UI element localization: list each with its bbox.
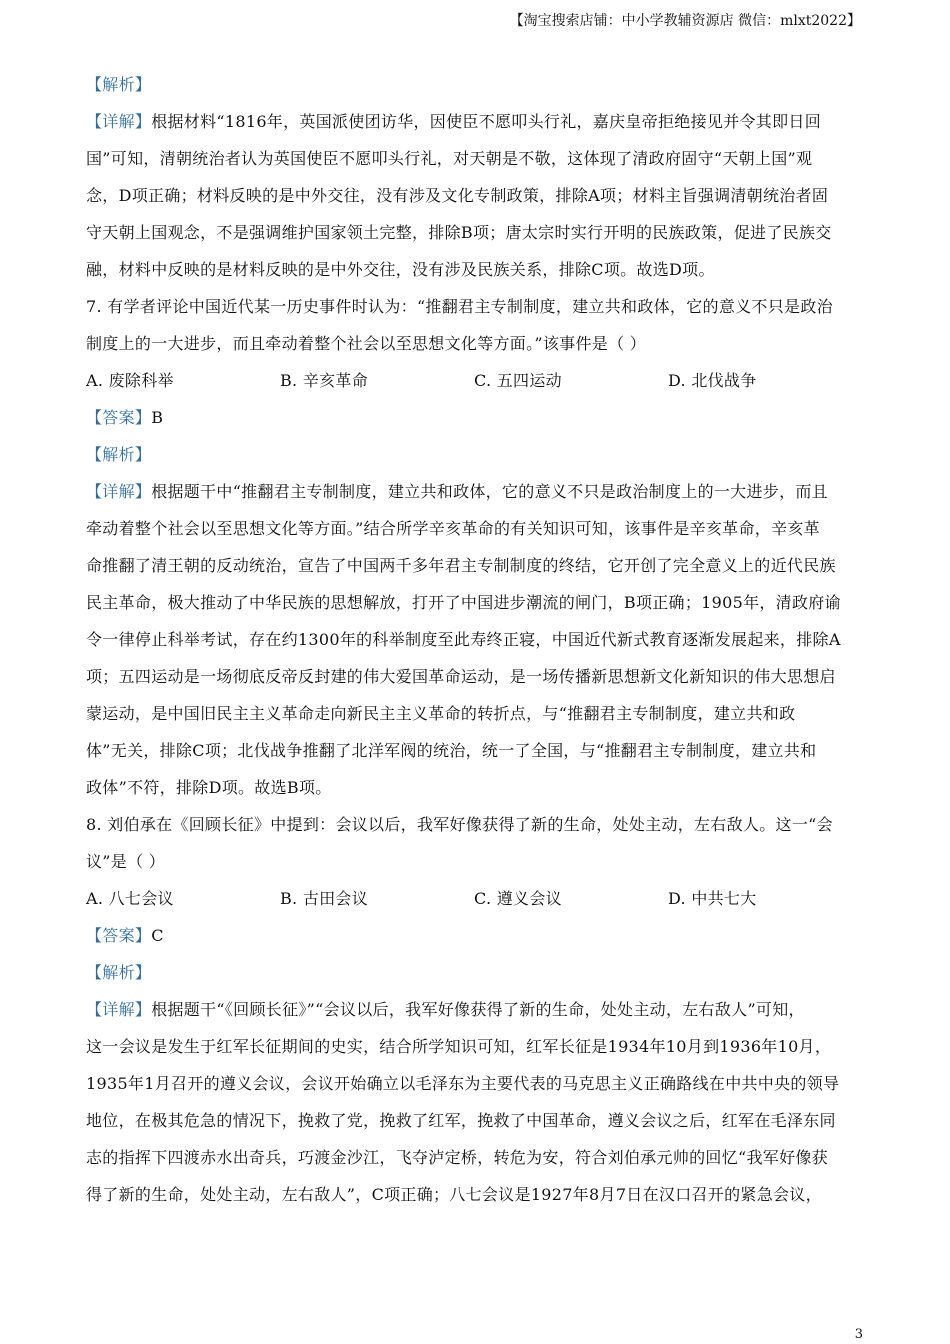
q7-detail-line: 令一律停止科举考试，存在约1300年的科举制度至此寿终正寝，中国近代新式教育逐渐发展起来，排除A xyxy=(86,630,841,649)
q7-detail-line: 蒙运动，是中国旧民主主义革命走向新民主主义革命的转折点，与“推翻君主专制制度，建立共和政 xyxy=(86,704,796,723)
q7-option-c: C. 五四运动 xyxy=(474,371,562,390)
q7-detail-tag: 【详解】 xyxy=(86,482,152,501)
q8-analysis-heading: 【解析】 xyxy=(86,963,152,982)
page-number: 3 xyxy=(854,1327,863,1342)
q6-detail-line: 念，D项正确；材料反映的是中外交往，没有涉及文化专制政策，排除A项；材料主旨强调清朝统治者固 xyxy=(86,186,829,205)
q6-detail-tag: 【详解】 xyxy=(86,112,152,131)
q7-answer: 【答案】B xyxy=(86,408,164,427)
q7-detail-line: 牵动着整个社会以至思想文化等方面。”结合所学辛亥革命的有关知识可知，该事件是辛亥革命，辛亥革 xyxy=(86,519,820,538)
q8-answer: 【答案】C xyxy=(86,926,164,945)
q8-detail-line: 1935年1月召开的遵义会议，会议开始确立以毛泽东为主要代表的马克思主义正确路线在中共中央的领导 xyxy=(86,1074,840,1093)
q8-detail-line: 得了新的生命，处处主动，左右敌人”，C项正确；八七会议是1927年8月7日在汉口召开的紧急会议， xyxy=(86,1185,822,1204)
q7-option-d: D. 北伐战争 xyxy=(668,371,757,390)
q8-option-b: B. 古田会议 xyxy=(280,889,369,908)
q8-detail-tag: 【详解】 xyxy=(86,1000,152,1019)
q8-option-d: D. 中共七大 xyxy=(668,889,757,908)
q7-detail-line: 根据题干中“推翻君主专制制度，建立共和政体，它的意义不只是政治制度上的一大进步，而且 xyxy=(151,482,828,501)
q7-detail-line: 命推翻了清王朝的反动统治，宣告了中国两千多年君主专制制度的终结，它开创了完全意义上的近代民族 xyxy=(86,556,836,575)
q8-detail-line: 这一会议是发生于红军长征期间的史实，结合所学知识可知，红军长征是1934年10月到1936年10月， xyxy=(86,1037,832,1056)
q8-detail-line: 地位，在极其危急的情况下，挽救了党，挽救了红军，挽救了中国革命，遵义会议之后，红军在毛泽东同 xyxy=(86,1111,836,1130)
q6-detail-line: 国”可知，清朝统治者认为英国使臣不愿叩头行礼，对天朝是不敬，这体现了清政府固守“天朝上国”观 xyxy=(86,149,813,168)
q7-option-b: B. 辛亥革命 xyxy=(280,371,369,390)
q7-stem: 7. 有学者评论中国近代某一历史事件时认为：“推翻君主专制制度，建立共和政体，它的意义不只是政治 xyxy=(86,297,833,316)
q8-detail-line: 志的指挥下四渡赤水出奇兵，巧渡金沙江，飞夺泸定桥，转危为安，符合刘伯承元帅的回忆“我军好像获 xyxy=(86,1148,828,1167)
q8-option-a: A. 八七会议 xyxy=(86,889,174,908)
q6-analysis-heading: 【解析】 xyxy=(86,75,152,94)
q7-answer-value: B xyxy=(151,408,164,427)
q6-detail-line: 融，材料中反映的是材料反映的是中外交往，没有涉及民族关系，排除C项。故选D项。 xyxy=(86,260,715,279)
page-header: 【淘宝搜索店铺：中小学教辅资源店 微信：mlxt2022】 xyxy=(509,13,861,29)
q8-stem: 8. 刘伯承在《回顾长征》中提到：会议以后，我军好像获得了新的生命，处处主动，左右敌人。这一“会 xyxy=(86,815,833,834)
q6-detail-line: 守天朝上国观念，不是强调维护国家领土完整，排除B项；唐太宗时实行开明的民族政策，促进了民族交 xyxy=(86,223,832,242)
q7-options xyxy=(86,362,866,399)
q8-detail-line: 根据题干“《回顾长征》”“会议以后，我军好像获得了新的生命，处处主动，左右敌人”可知， xyxy=(151,1000,805,1019)
q8-answer-value: C xyxy=(151,926,164,945)
q8-stem: 议”是（ ） xyxy=(86,852,166,871)
q6-detail-line: 根据材料“1816年，英国派使团访华，因使臣不愿叩头行礼，嘉庆皇帝拒绝接见并令其即日回 xyxy=(151,112,822,131)
q7-stem: 制度上的一大进步，而且牵动着整个社会以至思想文化等方面。”该事件是（ ） xyxy=(86,334,647,353)
q7-analysis-heading: 【解析】 xyxy=(86,445,152,464)
q8-option-c: C. 遵义会议 xyxy=(474,889,562,908)
q7-detail-line: 体”无关，排除C项；北伐战争推翻了北洋军阀的统治，统一了全国，与“推翻君主专制制度，建立共和 xyxy=(86,741,817,760)
document-body xyxy=(86,66,866,1213)
q7-detail-line: 民主革命，极大推动了中华民族的思想解放，打开了中国进步潮流的闸门，B项正确；1905年，清政府谕 xyxy=(86,593,841,612)
q7-detail-line: 政体”不符，排除D项。故选B项。 xyxy=(86,778,332,797)
q8-options xyxy=(86,880,866,917)
q7-option-a: A. 废除科举 xyxy=(86,371,174,390)
q7-detail-line: 项；五四运动是一场彻底反帝反封建的伟大爱国革命运动，是一场传播新思想新文化新知识的伟大思想启 xyxy=(86,667,836,686)
